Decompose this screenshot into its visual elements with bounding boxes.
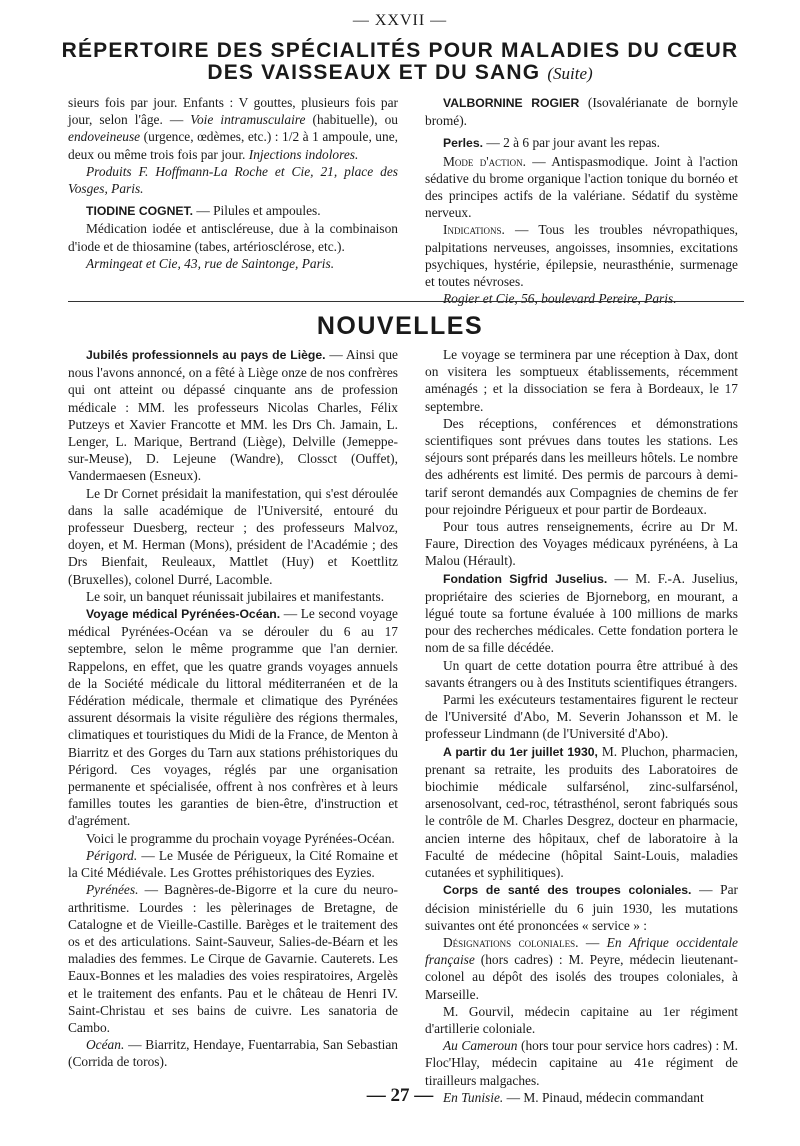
- repertoire-dosage-paragraph: [68, 94, 398, 163]
- designations-dash: —: [578, 934, 607, 950]
- rogier-address: Rogier et Cie, 56, boulevard Pereire, Paris.: [443, 291, 677, 307]
- designations-paragraph: [425, 934, 738, 1003]
- voyage-article: [68, 605, 398, 830]
- valbornine-heading: VALBORNINE ROGIER: [443, 96, 580, 110]
- dosage-text: sieurs fois par jour. Enfants : V gouttes, plusieurs fois par jour, selon l'âge. —: [68, 95, 398, 128]
- page-folio-roman: — XXVII —: [352, 12, 448, 29]
- fondation-heading: Fondation Sigfrid Juselius.: [443, 571, 608, 586]
- mode-action-text: — Antispasmodique. Joint à l'action sédative du brome organique l'action tonique du bornéo et des principes actifs de la valériane. Sédatif du système nerveux.: [425, 153, 738, 221]
- roche-address: Produits F. Hoffmann-La Roche et Cie, 21, place des Vosges, Paris.: [68, 163, 398, 197]
- armingeat-address: Armingeat et Cie, 43, rue de Saintonge, Paris.: [86, 255, 335, 271]
- juillet-article: [425, 743, 738, 882]
- jubiles-article: [68, 346, 398, 485]
- dosage-text-2: (habituelle), ou: [305, 112, 398, 128]
- gourvil-paragraph: M. Gourvil, médecin capitaine au 1er régiment d'artillerie coloniale.: [425, 1003, 738, 1036]
- mode-action-label: Mode d'action.: [443, 153, 526, 169]
- fondation-text: — M. F.-A. Juselius, propriétaire des scieries de Bjorneborg, en mourant, a légué toute sa fortune évaluée à 100 millions de marks pour des recherches médicales. Cette fondation portera le nom de sa fille décédée.: [425, 570, 738, 656]
- jubiles-text: — Ainsi que nous l'avons annoncé, on a fêté à Liège onze de nos confrères qui ont atteint ou dépassé cinquante ans de profession médicale : MM. les professeurs Nicolas Charles, Félix Putzeys et Xavier Francotte et MM. les Drs Ch. Jamain, L. Lenger, L. Marique, Bertrand (Liège), Delville (Jemeppe-sur-Meuse), D. Lejeune (Wandre), Clossct (Ouffet), Vandermaesen (Esneux).: [68, 347, 399, 484]
- perigord-item: [68, 847, 398, 881]
- cameroun-paragraph: [425, 1037, 738, 1089]
- valbornine-composition: (Isovalérianate de bornyle bromé).: [425, 95, 739, 129]
- tiodine-forms: — Pilules et ampoules.: [193, 203, 321, 219]
- section-divider: [68, 301, 744, 302]
- jubiles-heading: Jubilés professionnels au pays de Liège.: [86, 348, 326, 362]
- tunisie-label: En Tunisie.: [443, 1089, 504, 1105]
- jubiles-paragraph-3: Le soir, un banquet réunissait jubilaires et manifestants.: [86, 588, 385, 604]
- voyage-continuation: Le voyage se terminera par une réception à Dax, dont on visitera les somptueux établissements, récemment aménagés ; et la dissociation se fera à Bordeaux, le 17 septembre.: [425, 347, 738, 414]
- nouvelles-title: NOUVELLES: [316, 312, 484, 340]
- voyage-receptions: Des réceptions, conférences et démonstrations scientifiques sont prévues dans toutes les stations. Les séjours sont préparés dans les meilleurs hôtels. Le nombre des adhérents est limité. Des permis de parcours à demi-tarif seront demandés aux Compagnies de chemins de fer pour rejoindre Périgueux et pour partir de Bordeaux.: [425, 415, 738, 517]
- perigord-heading: Périgord.: [86, 847, 138, 863]
- designations-text: (hors cadres) : M. Peyre, médecin lieutenant-colonel au dépôt des isolés des troupes coloniales, à Marseille.: [425, 952, 738, 1002]
- injections-indolores: Injections indolores.: [248, 146, 359, 162]
- endoveineuse: endoveineuse: [68, 129, 141, 145]
- tunisie-text: — M. Pinaud, médecin commandant: [503, 1089, 704, 1105]
- fondation-paragraph-2: Un quart de cette dotation pourra être attribué à des savants étrangers ou à des Instituts scientifiques étrangers.: [425, 657, 738, 690]
- repertoire-suite: (Suite): [547, 64, 593, 83]
- dosage-text-3: (urgence, œdèmes, etc.) : 1/2 à 1 ampoule, une, deux ou même trois fois par jour.: [68, 129, 398, 162]
- voyage-text: — Le second voyage médical Pyrénées-Océan va se dérouler du 6 au 17 septembre, selon le même programme que l'an dernier. Rappelons, en effet, que les quatre grands voyages annuels de la Société médicale du littoral méditerranéen et de la Fédération médicale, thermale et climatique des Pyrénées assurent désormais la visite régulière des régions thermales, climatiques et touristiques du Midi de la France, de Menton à Biarritz et des Gorges du Tarn aux stations préhistoriques du Périgord. Ces voyages, réglés par une organisation permanente et spécialisée, offrent à nos confrères et à leurs familles toutes les garanties de bien-être, d'instruction et d'agrément.: [68, 606, 398, 829]
- repertoire-left-column: [68, 94, 398, 272]
- juillet-text: M. Pluchon, pharmacien, prenant sa retraite, les produits des Laboratoires de biochimie médicale sulfarsénol, zinc-sulfarsénol, arsenosolvant, ced-roc, tétrasthénol, seront fabriqués sous le contrôle de M. Charles Desgrez, docteur en pharmacie, ancien interne des hôpitaux, chef de laboratoire à la Faculté de médecine (hôpital Saint-Louis, maladies cutanées et syphilitiques).: [425, 743, 738, 881]
- corps-sante-article: [425, 881, 738, 934]
- fondation-paragraph-3: Parmi les exécuteurs testamentaires figurent le recteur de l'Université d'Abo, M. Severin Johansson et M. le professeur Lindmann (de l'Université d'Abo).: [425, 692, 738, 742]
- perles-heading: Perles.: [443, 136, 483, 151]
- tiodine-heading: TIODINE COGNET.: [86, 204, 193, 219]
- afrique-occidentale: En Afrique occidentale française: [425, 934, 738, 968]
- tiodine-entry: [68, 202, 398, 220]
- pyrenees-heading: Pyrénées.: [86, 882, 139, 898]
- repertoire-title-line1: RÉPERTOIRE DES SPÉCIALITÉS POUR MALADIES DU CŒUR: [61, 39, 739, 62]
- nouvelles-right-column: [425, 346, 738, 1106]
- voyage-paragraph-2: Voici le programme du prochain voyage Pyrénées-Océan.: [86, 830, 395, 846]
- perles-dosage: — 2 à 6 par jour avant les repas.: [482, 135, 660, 151]
- indications-label: Indications.: [443, 222, 505, 238]
- ocean-heading: Océan.: [86, 1037, 125, 1053]
- voie-intramusculaire: Voie intramusculaire: [190, 112, 306, 128]
- perigord-text: — Le Musée de Périgueux, la Cité Romaine et la Cité Médiévale. Les Grottes préhistoriques des Eyzies.: [68, 847, 398, 881]
- nouvelles-left-column: [68, 346, 398, 1071]
- designations-label: Désignations coloniales.: [443, 934, 579, 950]
- pyrenees-text: — Bagnères-de-Bigorre et la cure du neuro-arthritisme. Lourdes : les pèlerinages de Bretagne, de Catalogne et de Vieille-Castille. Barèges et le traitement des os et des articulations. Saint-Sauveur, Salies-de-Béarn et les maladies des femmes. Le Cirque de Gavarnie. Cauterets. Les Eaux-Bonnes et les maladies des voies respiratoires, Argelès et le traitement des enfants. Pau et le château de Henri IV. Saint-Christau et ses bains de cuivre. Les sanatoria de Cambo.: [68, 882, 398, 1035]
- cameroun-text: (hors tour pour service hors cadres) : M. Floc'Hlay, médecin capitaine au 41e régiment de tirailleurs malgaches.: [425, 1038, 738, 1088]
- tiodine-description: Médication iodée et antiscléreuse, due à la combinaison d'iode et de thiosamine (tabes, artériosclérose, etc.).: [68, 221, 398, 254]
- indications: [425, 221, 738, 290]
- ocean-text: — Biarritz, Hendaye, Fuentarrabia, San Sebastian (Corrida de toros).: [68, 1037, 398, 1070]
- corps-sante-text: — Par décision ministérielle du 6 juin 1930, les mutations suivantes ont été prononcées « service » :: [425, 882, 738, 933]
- repertoire-right-column: [425, 94, 738, 307]
- page-number: — 27 —: [366, 1085, 434, 1106]
- juillet-heading: A partir du 1er juillet 1930,: [443, 744, 598, 759]
- fondation-article: [425, 570, 738, 657]
- pyrenees-item: [68, 881, 398, 1036]
- mode-action: [425, 153, 738, 222]
- ocean-item: [68, 1036, 398, 1070]
- repertoire-title-line2: [40, 62, 760, 85]
- indications-text: — Tous les troubles névropathiques, palpitations nerveuses, angoisses, insomnies, excitations psychiques, hystérie, épilepsie, neurasthénie, surmenage et toutes névroses.: [425, 222, 738, 290]
- repertoire-title: [40, 40, 760, 85]
- repertoire-title-line2-text: DES VAISSEAUX ET DU SANG: [207, 61, 541, 84]
- valbornine-entry: [425, 94, 738, 129]
- jubiles-paragraph-2: Le Dr Cornet présidait la manifestation, qui s'est déroulée dans la salle académique de l'Université, entouré du professeur Duesberg, recteur ; des professeurs Malvoz, doyen, et M. Herman (Mons), président de l'Académie ; des Drs Bienfait, Reuleaux, Mattlet (Huy) et Koettlitz (Bruxelles), colonel Durré, Lacomble.: [68, 485, 398, 587]
- corps-sante-heading: Corps de santé des troupes coloniales.: [443, 883, 692, 898]
- perles-entry: [425, 134, 738, 152]
- voyage-heading: Voyage médical Pyrénées-Océan.: [86, 607, 281, 622]
- cameroun-label: Au Cameroun: [443, 1038, 518, 1054]
- voyage-contact: Pour tous autres renseignements, écrire au Dr M. Faure, Direction des Voyages médicaux pyrénéens, à La Malou (Hérault).: [425, 519, 738, 569]
